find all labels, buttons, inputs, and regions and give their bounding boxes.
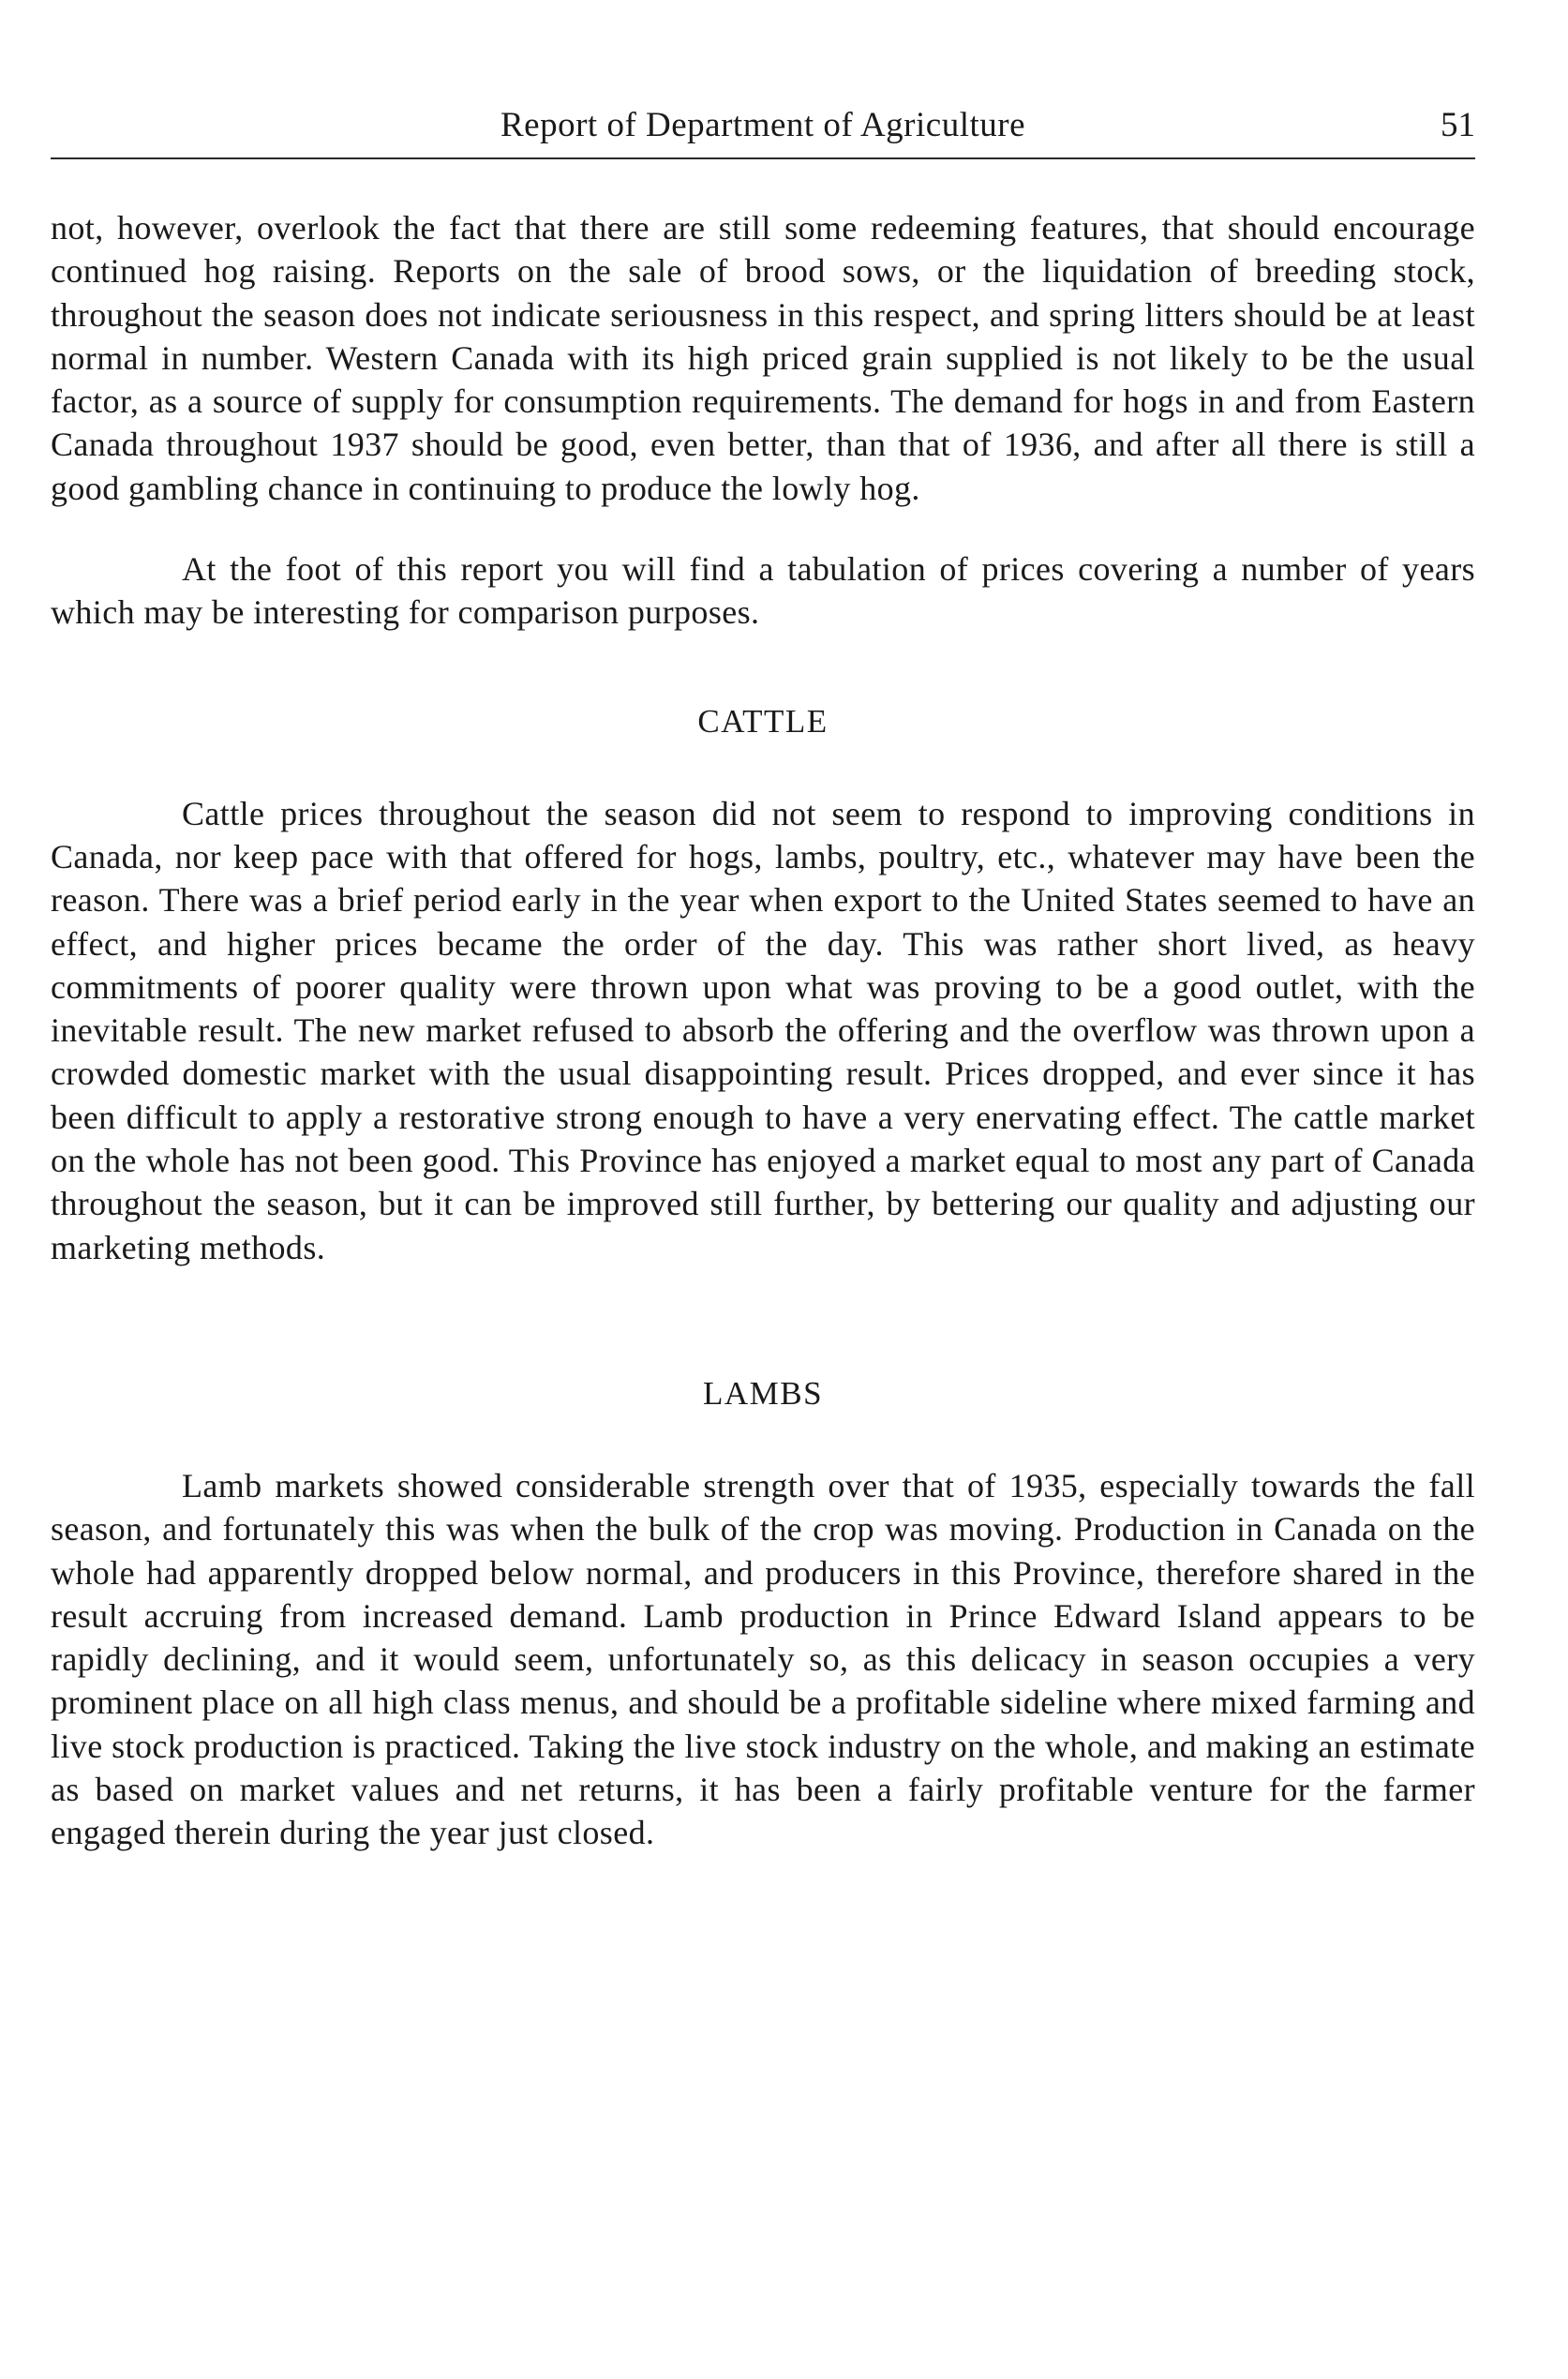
page-number: 51 — [1441, 106, 1475, 144]
paragraph-hogs-continued: not, however, overlook the fact that there are still some redeeming features, that should encourage continued hog raising. Reports on the sale of brood sows, or the liquidation of breeding stock, throughout the season does not indicate seriousness in this respect, and spring litters should be at least normal in number. Western Canada with its high priced grain supplied is not likely to be the usual factor, as a source of supply for consumption requirements. The demand for hogs in and from Eastern Canada throughout 1937 should be good, even better, than that of 1936, and after all there is still a good gambling chance in continuing to produce the lowly hog. — [51, 209, 1475, 507]
document-page — [51, 94, 1475, 2325]
heading-lambs: LAMBS — [702, 1374, 824, 1412]
running-header — [51, 94, 1475, 159]
paragraph-lambs: Lamb markets showed considerable strength over that of 1935, especially towards the fall season, and fortunately this was when the bulk of the crop was moving. Production in Canada on the whole had apparently dropped below normal, and producers in this Province, therefore shared in the result accruing from increased demand. Lamb production in Prince Edward Island appears to be rapidly declining, and it would seem, unfortunately so, as this delicacy in season occupies a very prominent place on all high class menus, and should be a profitable sideline where mixed farming and live stock production is practiced. Taking the live stock industry on the whole, and making an estimate as based on market values and net returns, it has been a fairly profitable venture for the farmer engaged therein during the year just closed. — [51, 1466, 1475, 1852]
heading-cattle: CATTLE — [697, 702, 829, 740]
running-title: Report of Department of Agriculture — [500, 106, 1025, 144]
paragraph-cattle: Cattle prices throughout the season did not seem to respond to improving conditions in Canada, nor keep pace with that offered for hogs, lambs, poultry, etc., whatever may have been the reason. There was a brief period early in the year when export to the United States seemed to have an effect, and higher prices became the order of the day. This was rather short lived, as heavy commitments of poorer quality were thrown upon what was proving to be a good outlet, with the inevitable result. The new market refused to absorb the offering and the overflow was thrown upon a crowded domestic market with the usual disappointing result. Prices dropped, and ever since it has been difficult to apply a restorative strong enough to have a very enervating effect. The cattle market on the whole has not been good. This Province has enjoyed a market equal to most any part of Canada throughout the season, but it can be improved still further, by bettering our quality and adjusting our marketing methods. — [51, 794, 1475, 1266]
body-text — [51, 206, 1475, 1855]
paragraph-price-tabulation: At the foot of this report you will find a tabulation of prices covering a number of years which may be interesting for comparison purposes. — [51, 550, 1475, 632]
